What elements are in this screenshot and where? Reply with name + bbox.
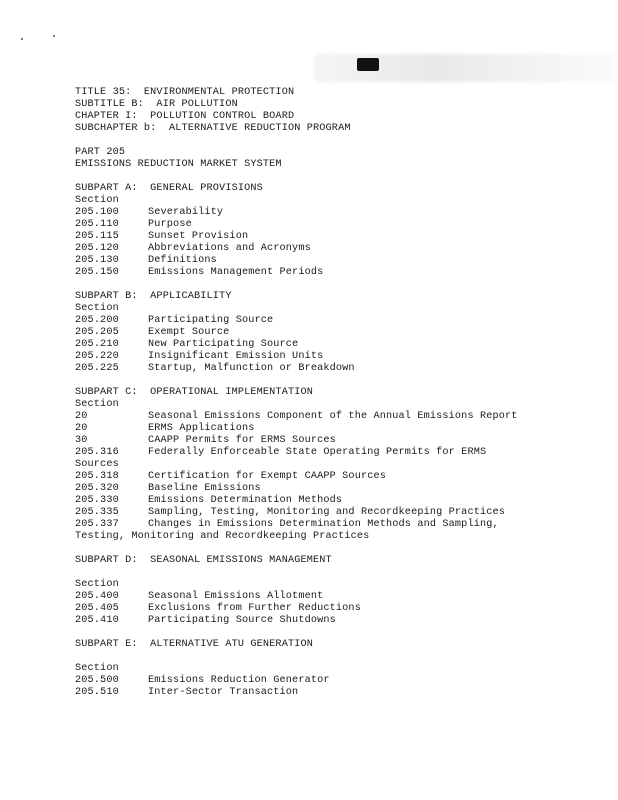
scan-speck: [53, 35, 55, 37]
section-title: Sampling, Testing, Monitoring and Recordkeeping Practices: [148, 507, 506, 518]
section-number: 205.410: [75, 615, 119, 626]
section-row: [75, 675, 605, 687]
black-stamp-mark: [357, 58, 379, 71]
section-row: [75, 615, 605, 627]
section-title-wrap: Testing, Monitoring and Recordkeeping Practices: [75, 531, 370, 542]
section-number: 205.115: [75, 231, 119, 242]
subpart-d-sections: [75, 591, 605, 627]
subchapter-line: SUBCHAPTER b: ALTERNATIVE REDUCTION PROGRAM: [75, 123, 351, 134]
section-row: [75, 231, 605, 243]
subpart-e-heading: SUBPART E: ALTERNATIVE ATU GENERATION: [75, 639, 314, 650]
section-title: Changes in Emissions Determination Methods and Sampling,: [148, 519, 499, 530]
section-row: [75, 243, 605, 255]
section-title: Abbreviations and Acronyms: [148, 243, 311, 254]
section-row: [75, 507, 605, 519]
section-number: 205.330: [75, 495, 119, 506]
section-row: [75, 423, 605, 435]
section-row: [75, 219, 605, 231]
section-row: [75, 351, 605, 363]
section-row: [75, 327, 605, 339]
section-title: Participating Source: [148, 315, 274, 326]
section-number: 205.200: [75, 315, 119, 326]
section-row: [75, 591, 605, 603]
section-number: 205.205: [75, 327, 119, 338]
section-number: 205.100: [75, 207, 119, 218]
subpart-d-heading: SUBPART D: SEASONAL EMISSIONS MANAGEMENT: [75, 555, 332, 566]
section-title: Severability: [148, 207, 224, 218]
section-number: 20: [75, 411, 88, 422]
section-row: [75, 519, 605, 531]
document-body: [75, 87, 605, 699]
subpart-b-sections: [75, 315, 605, 375]
part-name: EMISSIONS REDUCTION MARKET SYSTEM: [75, 159, 282, 170]
section-label: Section: [75, 303, 119, 314]
subpart-c-heading: SUBPART C: OPERATIONAL IMPLEMENTATION: [75, 387, 314, 398]
scan-speck: [21, 38, 23, 40]
section-row: [75, 603, 605, 615]
section-title: Sunset Provision: [148, 231, 249, 242]
section-row: [75, 483, 605, 495]
section-number: 205.120: [75, 243, 119, 254]
section-number: 205.320: [75, 483, 119, 494]
section-title: New Participating Source: [148, 339, 299, 350]
section-number: 205.316: [75, 447, 119, 458]
section-number: 205.337: [75, 519, 119, 530]
section-number: 205.220: [75, 351, 119, 362]
section-number: 205.150: [75, 267, 119, 278]
section-number: 205.335: [75, 507, 119, 518]
section-number: 205.225: [75, 363, 119, 374]
part-number: PART 205: [75, 147, 126, 158]
section-title: Seasonal Emissions Component of the Annual Emissions Report: [148, 411, 518, 422]
section-title: Exempt Source: [148, 327, 230, 338]
section-title: ERMS Applications: [148, 423, 255, 434]
section-number: 205.130: [75, 255, 119, 266]
section-title: Definitions: [148, 255, 217, 266]
section-title: Emissions Reduction Generator: [148, 675, 330, 686]
section-number: 205.500: [75, 675, 119, 686]
section-title: Emissions Management Periods: [148, 267, 324, 278]
section-row: [75, 471, 605, 483]
title-line: TITLE 35: ENVIRONMENTAL PROTECTION: [75, 87, 295, 98]
section-row: [75, 207, 605, 219]
section-row: [75, 363, 605, 375]
subpart-a-sections: [75, 207, 605, 279]
section-row: [75, 339, 605, 351]
section-label: Section: [75, 579, 119, 590]
section-title: CAAPP Permits for ERMS Sources: [148, 435, 336, 446]
section-label: Section: [75, 399, 119, 410]
section-title: Federally Enforceable State Operating Permits for ERMS: [148, 447, 487, 458]
section-number: 30: [75, 435, 88, 446]
chapter-line: CHAPTER I: POLLUTION CONTROL BOARD: [75, 111, 295, 122]
section-number: 205.400: [75, 591, 119, 602]
section-row: [75, 435, 605, 447]
section-title: Certification for Exempt CAAPP Sources: [148, 471, 387, 482]
section-row: [75, 267, 605, 279]
section-title: Startup, Malfunction or Breakdown: [148, 363, 355, 374]
subpart-e-sections: [75, 675, 605, 699]
section-number: 20: [75, 423, 88, 434]
section-row: [75, 495, 605, 507]
section-title: Exclusions from Further Reductions: [148, 603, 361, 614]
section-number: 205.510: [75, 687, 119, 698]
section-row: [75, 687, 605, 699]
section-title: Purpose: [148, 219, 192, 230]
section-row: [75, 315, 605, 327]
section-number: 205.318: [75, 471, 119, 482]
section-row: [75, 411, 605, 423]
section-number: 205.110: [75, 219, 119, 230]
subtitle-line: SUBTITLE B: AIR POLLUTION: [75, 99, 238, 110]
section-row: [75, 447, 605, 459]
section-title: Emissions Determination Methods: [148, 495, 343, 506]
subpart-a-heading: SUBPART A: GENERAL PROVISIONS: [75, 183, 263, 194]
section-title: Seasonal Emissions Allotment: [148, 591, 324, 602]
section-title: Insignificant Emission Units: [148, 351, 324, 362]
section-label: Section: [75, 195, 119, 206]
section-label: Section: [75, 663, 119, 674]
section-row: [75, 255, 605, 267]
section-title: Participating Source Shutdowns: [148, 615, 336, 626]
section-number: 205.210: [75, 339, 119, 350]
section-title: Baseline Emissions: [148, 483, 261, 494]
subpart-c-sections: [75, 411, 605, 543]
section-number: 205.405: [75, 603, 119, 614]
section-title-wrap: Sources: [75, 459, 119, 470]
section-title: Inter-Sector Transaction: [148, 687, 299, 698]
subpart-b-heading: SUBPART B: APPLICABILITY: [75, 291, 232, 302]
